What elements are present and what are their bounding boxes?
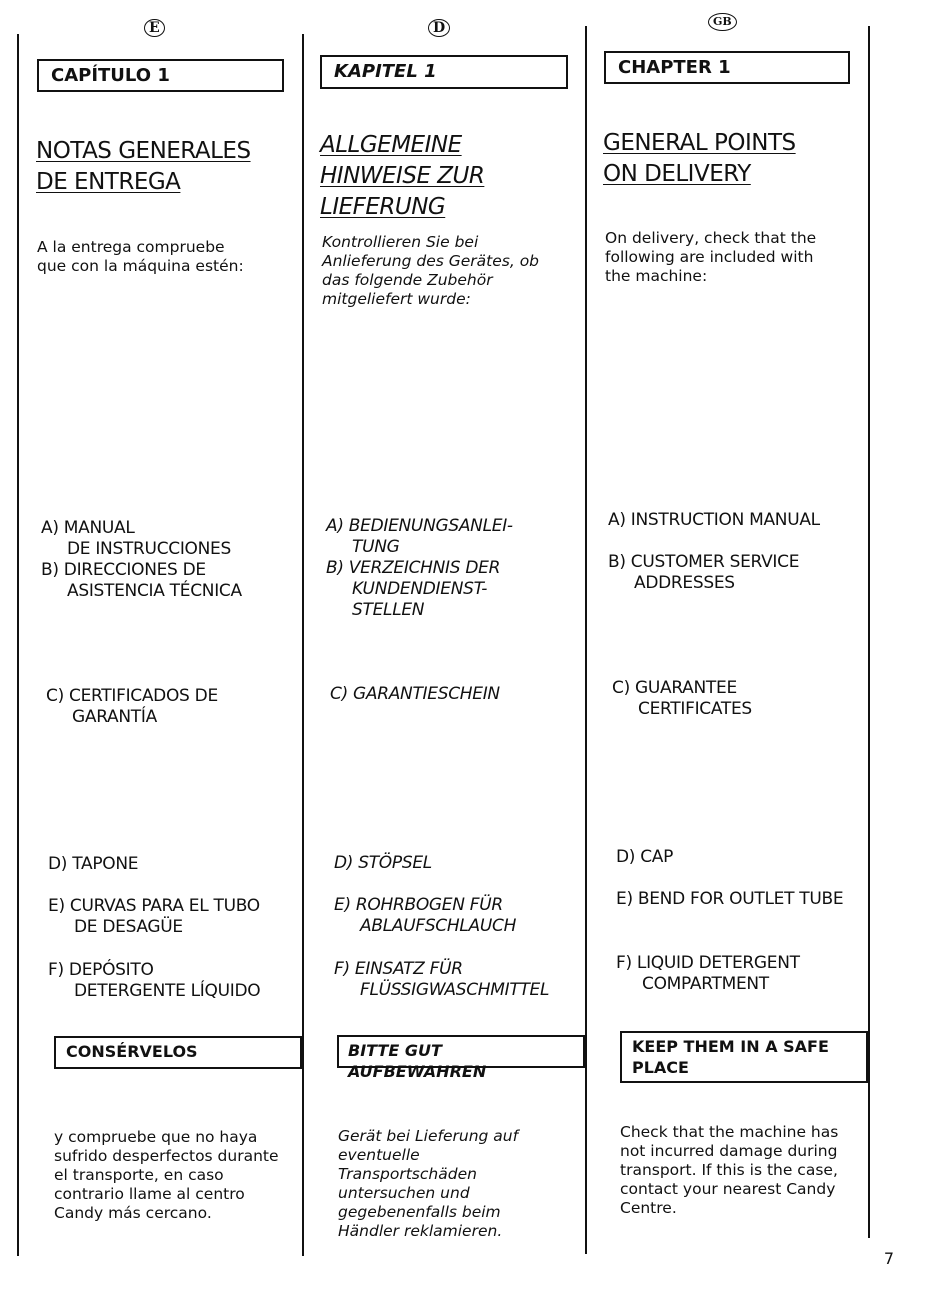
heading-line: NOTAS GENERALES: [36, 138, 251, 164]
list-item: C) CERTIFICADOS DE GARANTÍA: [46, 686, 218, 727]
chapter-label: KAPITEL 1: [320, 55, 568, 89]
list-item: F) DEPÓSITO DETERGENTE LÍQUIDO: [48, 960, 261, 1001]
heading-line: GENERAL POINTS: [603, 130, 796, 156]
heading-line: HINWEISE ZUR: [320, 163, 485, 189]
language-marker: E: [144, 19, 165, 37]
keep-notice: CONSÉRVELOS: [54, 1036, 302, 1069]
chapter-label: CHAPTER 1: [604, 51, 850, 84]
keep-notice: KEEP THEM IN A SAFE PLACE: [620, 1031, 868, 1083]
page-number: 7: [883, 1249, 894, 1268]
list-item: D) CAP: [616, 847, 674, 867]
list-item: A) BEDIENUNGSANLEI- TUNG: [326, 516, 513, 557]
outro-text: Gerät bei Lieferung auf eventuelle Transportschäden untersuchen und gegebenenfalls beim Händler reklamieren.: [338, 1127, 519, 1240]
column-english: [588, 0, 868, 1299]
heading-line: ON DELIVERY: [603, 161, 751, 187]
list-item: D) STÖPSEL: [334, 853, 432, 873]
list-item: A) INSTRUCTION MANUAL: [608, 510, 820, 530]
list-item: F) LIQUID DETERGENT COMPARTMENT: [616, 953, 800, 994]
column-spanish: [0, 0, 300, 1299]
heading-line: ALLGEMEINE: [320, 132, 462, 158]
list-item: C) GARANTIESCHEIN: [330, 684, 500, 704]
list-item: E) CURVAS PARA EL TUBO DE DESAGÜE: [48, 896, 260, 937]
list-item: C) GUARANTEE CERTIFICATES: [612, 678, 752, 719]
language-marker: GB: [708, 13, 737, 31]
list-item: B) DIRECCIONES DE ASISTENCIA TÉCNICA: [41, 560, 242, 601]
list-item: F) EINSATZ FÜR FLÜSSIGWASCHMITTEL: [334, 959, 550, 1000]
section-heading: [320, 130, 484, 223]
chapter-label: CAPÍTULO 1: [37, 59, 284, 92]
column-divider-right: [868, 26, 870, 1238]
intro-text: Kontrollieren Sie bei Anlieferung des Gerätes, ob das folgende Zubehör mitgeliefert wurde:: [322, 233, 540, 308]
section-heading: [603, 128, 796, 190]
list-item: E) ROHRBOGEN FÜR ABLAUFSCHLAUCH: [334, 895, 517, 936]
outro-text: Check that the machine has not incurred damage during transport. If this is the case, contact your nearest Candy Centre.: [620, 1123, 839, 1217]
list-item: A) MANUAL DE INSTRUCCIONES: [41, 518, 231, 559]
intro-text: A la entrega compruebe que con la máquina estén:: [37, 238, 244, 275]
heading-line: DE ENTREGA: [36, 169, 181, 195]
heading-line: LIEFERUNG: [320, 194, 446, 220]
language-marker: D: [428, 19, 450, 37]
intro-text: On delivery, check that the following are included with the machine:: [605, 229, 817, 285]
column-divider-2: [585, 26, 587, 1254]
list-item: B) VERZEICHNIS DER KUNDENDIENST- STELLEN: [326, 558, 501, 620]
column-german: [304, 0, 584, 1299]
keep-notice: BITTE GUT AUFBEWAHREN: [337, 1035, 585, 1068]
list-item: B) CUSTOMER SERVICE ADDRESSES: [608, 552, 800, 593]
list-item: E) BEND FOR OUTLET TUBE: [616, 889, 844, 909]
section-heading: [36, 136, 251, 198]
outro-text: y compruebe que no haya sufrido desperfectos durante el transporte, en caso contrario llame al centro Candy más cercano.: [54, 1128, 279, 1222]
list-item: D) TAPONE: [48, 854, 139, 874]
